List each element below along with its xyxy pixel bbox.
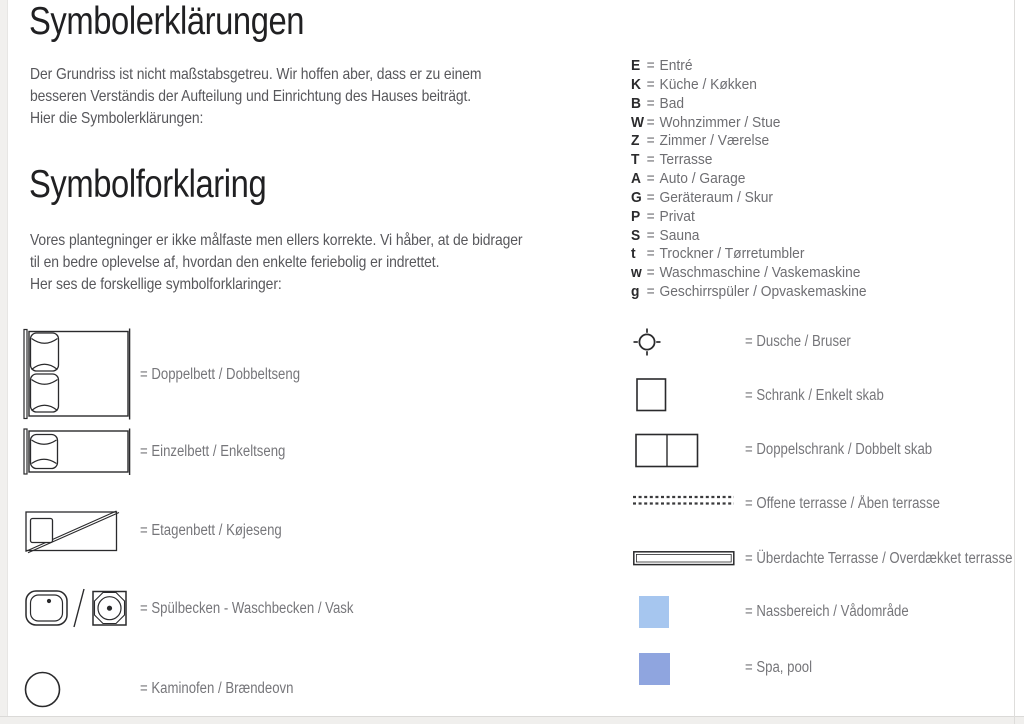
legend-label: Privat xyxy=(659,207,695,225)
legend-row xyxy=(631,95,867,114)
equals-sign: = xyxy=(646,57,655,74)
intro-german-line: Hier die Symbolerklärungen: xyxy=(30,110,204,127)
intro-german-line: besseren Verständis der Aufteilung und Einrichtung des Hauses beiträgt. xyxy=(30,88,472,105)
open-terrace-icon xyxy=(632,494,735,507)
legend-label: Waschmaschine / Vaskemaskine xyxy=(659,264,861,282)
legend-letter: E xyxy=(631,57,641,74)
legend-letter: A xyxy=(631,170,641,188)
legend-row xyxy=(631,283,867,302)
legend-row xyxy=(631,245,867,264)
spa-pool-icon xyxy=(639,653,670,685)
legend-letter: t xyxy=(631,245,636,263)
bunk-bed-label: = Etagenbett / Køjeseng xyxy=(140,522,282,539)
double-wardrobe-icon xyxy=(635,433,699,468)
equals-sign: = xyxy=(646,264,655,282)
spa-pool-label: = Spa, pool xyxy=(745,659,813,676)
sink-washbasin-icon xyxy=(24,585,130,631)
bunk-bed-icon xyxy=(24,509,121,554)
legend-letter: T xyxy=(631,151,640,169)
legend-row xyxy=(631,208,867,227)
legend-label: Sauna xyxy=(659,226,700,244)
legend-label: Trockner / Tørretumbler xyxy=(659,245,805,263)
legend-label: Zimmer / Værelse xyxy=(659,132,770,150)
legend-row xyxy=(631,114,867,133)
legend-label: Terrasse xyxy=(659,151,713,169)
intro-german-line: Der Grundriss ist nicht maßstabsgetreu. Wir hoffen aber, dass er zu einem xyxy=(30,66,482,83)
shower-icon xyxy=(631,326,663,358)
intro-danish-line: Vores plantegninger er ikke målfaste men ellers korrekte. Vi håber, at de bidrager xyxy=(30,232,523,249)
equals-sign: = xyxy=(646,75,655,93)
intro-danish-line: Her ses de forskellige symbolforklaringer: xyxy=(30,276,282,293)
single-bed-label: = Einzelbett / Enkeltseng xyxy=(140,443,286,460)
page-title-danish: Symbolforklaring xyxy=(29,163,267,206)
double-bed-icon xyxy=(22,328,134,420)
legend-letter: w xyxy=(631,264,642,282)
single-wardrobe-label: = Schrank / Enkelt skab xyxy=(745,387,884,404)
legend-row xyxy=(631,151,867,170)
equals-sign: = xyxy=(646,283,655,301)
legend-letter: K xyxy=(631,75,641,93)
legend-row xyxy=(631,76,867,95)
page-edge-left xyxy=(0,0,8,724)
equals-sign: = xyxy=(646,94,655,112)
legend-letter: Z xyxy=(631,132,640,150)
wood-stove-label: = Kaminofen / Brændeovn xyxy=(140,680,294,697)
legend-row xyxy=(631,264,867,283)
page-title-german: Symbolerklärungen xyxy=(29,0,305,43)
equals-sign: = xyxy=(646,245,655,263)
equals-sign: = xyxy=(646,170,655,188)
legend-label: Wohnzimmer / Stue xyxy=(659,113,781,131)
legend-label: Entré xyxy=(659,57,693,74)
legend-letter: B xyxy=(631,94,641,112)
wood-stove-icon xyxy=(23,670,63,710)
equals-sign: = xyxy=(646,188,655,206)
equals-sign: = xyxy=(646,113,655,131)
legend-letter: S xyxy=(631,226,641,244)
legend-label: Küche / Køkken xyxy=(659,75,757,93)
covered-terrace-label: = Überdachte Terrasse / Overdækket terrasse xyxy=(745,550,1013,567)
intro-paragraph-danish xyxy=(30,230,522,296)
double-bed-label: = Doppelbett / Dobbeltseng xyxy=(140,366,301,383)
wet-area-label: = Nassbereich / Vådområde xyxy=(745,603,909,620)
shower-label: = Dusche / Bruser xyxy=(745,333,851,350)
legend-row xyxy=(631,170,867,189)
legend-label: Geräteraum / Skur xyxy=(659,188,774,206)
equals-sign: = xyxy=(646,151,655,169)
equals-sign: = xyxy=(646,132,655,150)
wet-area-icon xyxy=(639,596,669,628)
legend-label: Bad xyxy=(659,94,685,112)
single-bed-icon xyxy=(22,427,134,477)
sink-washbasin-label: = Spülbecken - Waschbecken / Vask xyxy=(140,600,354,617)
legend-row xyxy=(631,132,867,151)
intro-danish-line: til en bedre oplevelse af, hvordan den enkelte feriebolig er indrettet. xyxy=(30,254,440,271)
room-letter-legend xyxy=(631,57,867,302)
legend-label: Geschirrspüler / Opvaskemaskine xyxy=(659,283,867,301)
open-terrace-label: = Offene terrasse / Åben terrasse xyxy=(745,495,940,512)
legend-letter: G xyxy=(631,188,642,206)
page-edge-right xyxy=(1014,0,1015,724)
single-wardrobe-icon xyxy=(636,378,667,412)
legend-row xyxy=(631,189,867,208)
legend-letter: g xyxy=(631,283,640,301)
legend-letter: W xyxy=(631,113,645,131)
page-edge-bottom xyxy=(0,716,1024,724)
legend-letter: P xyxy=(631,207,641,225)
legend-row xyxy=(631,227,867,246)
equals-sign: = xyxy=(646,226,655,244)
legend-row xyxy=(631,57,867,76)
double-wardrobe-label: = Doppelschrank / Dobbelt skab xyxy=(745,441,933,458)
equals-sign: = xyxy=(646,207,655,225)
covered-terrace-icon xyxy=(633,551,735,566)
intro-paragraph-german xyxy=(30,64,481,130)
legend-label: Auto / Garage xyxy=(659,170,746,188)
